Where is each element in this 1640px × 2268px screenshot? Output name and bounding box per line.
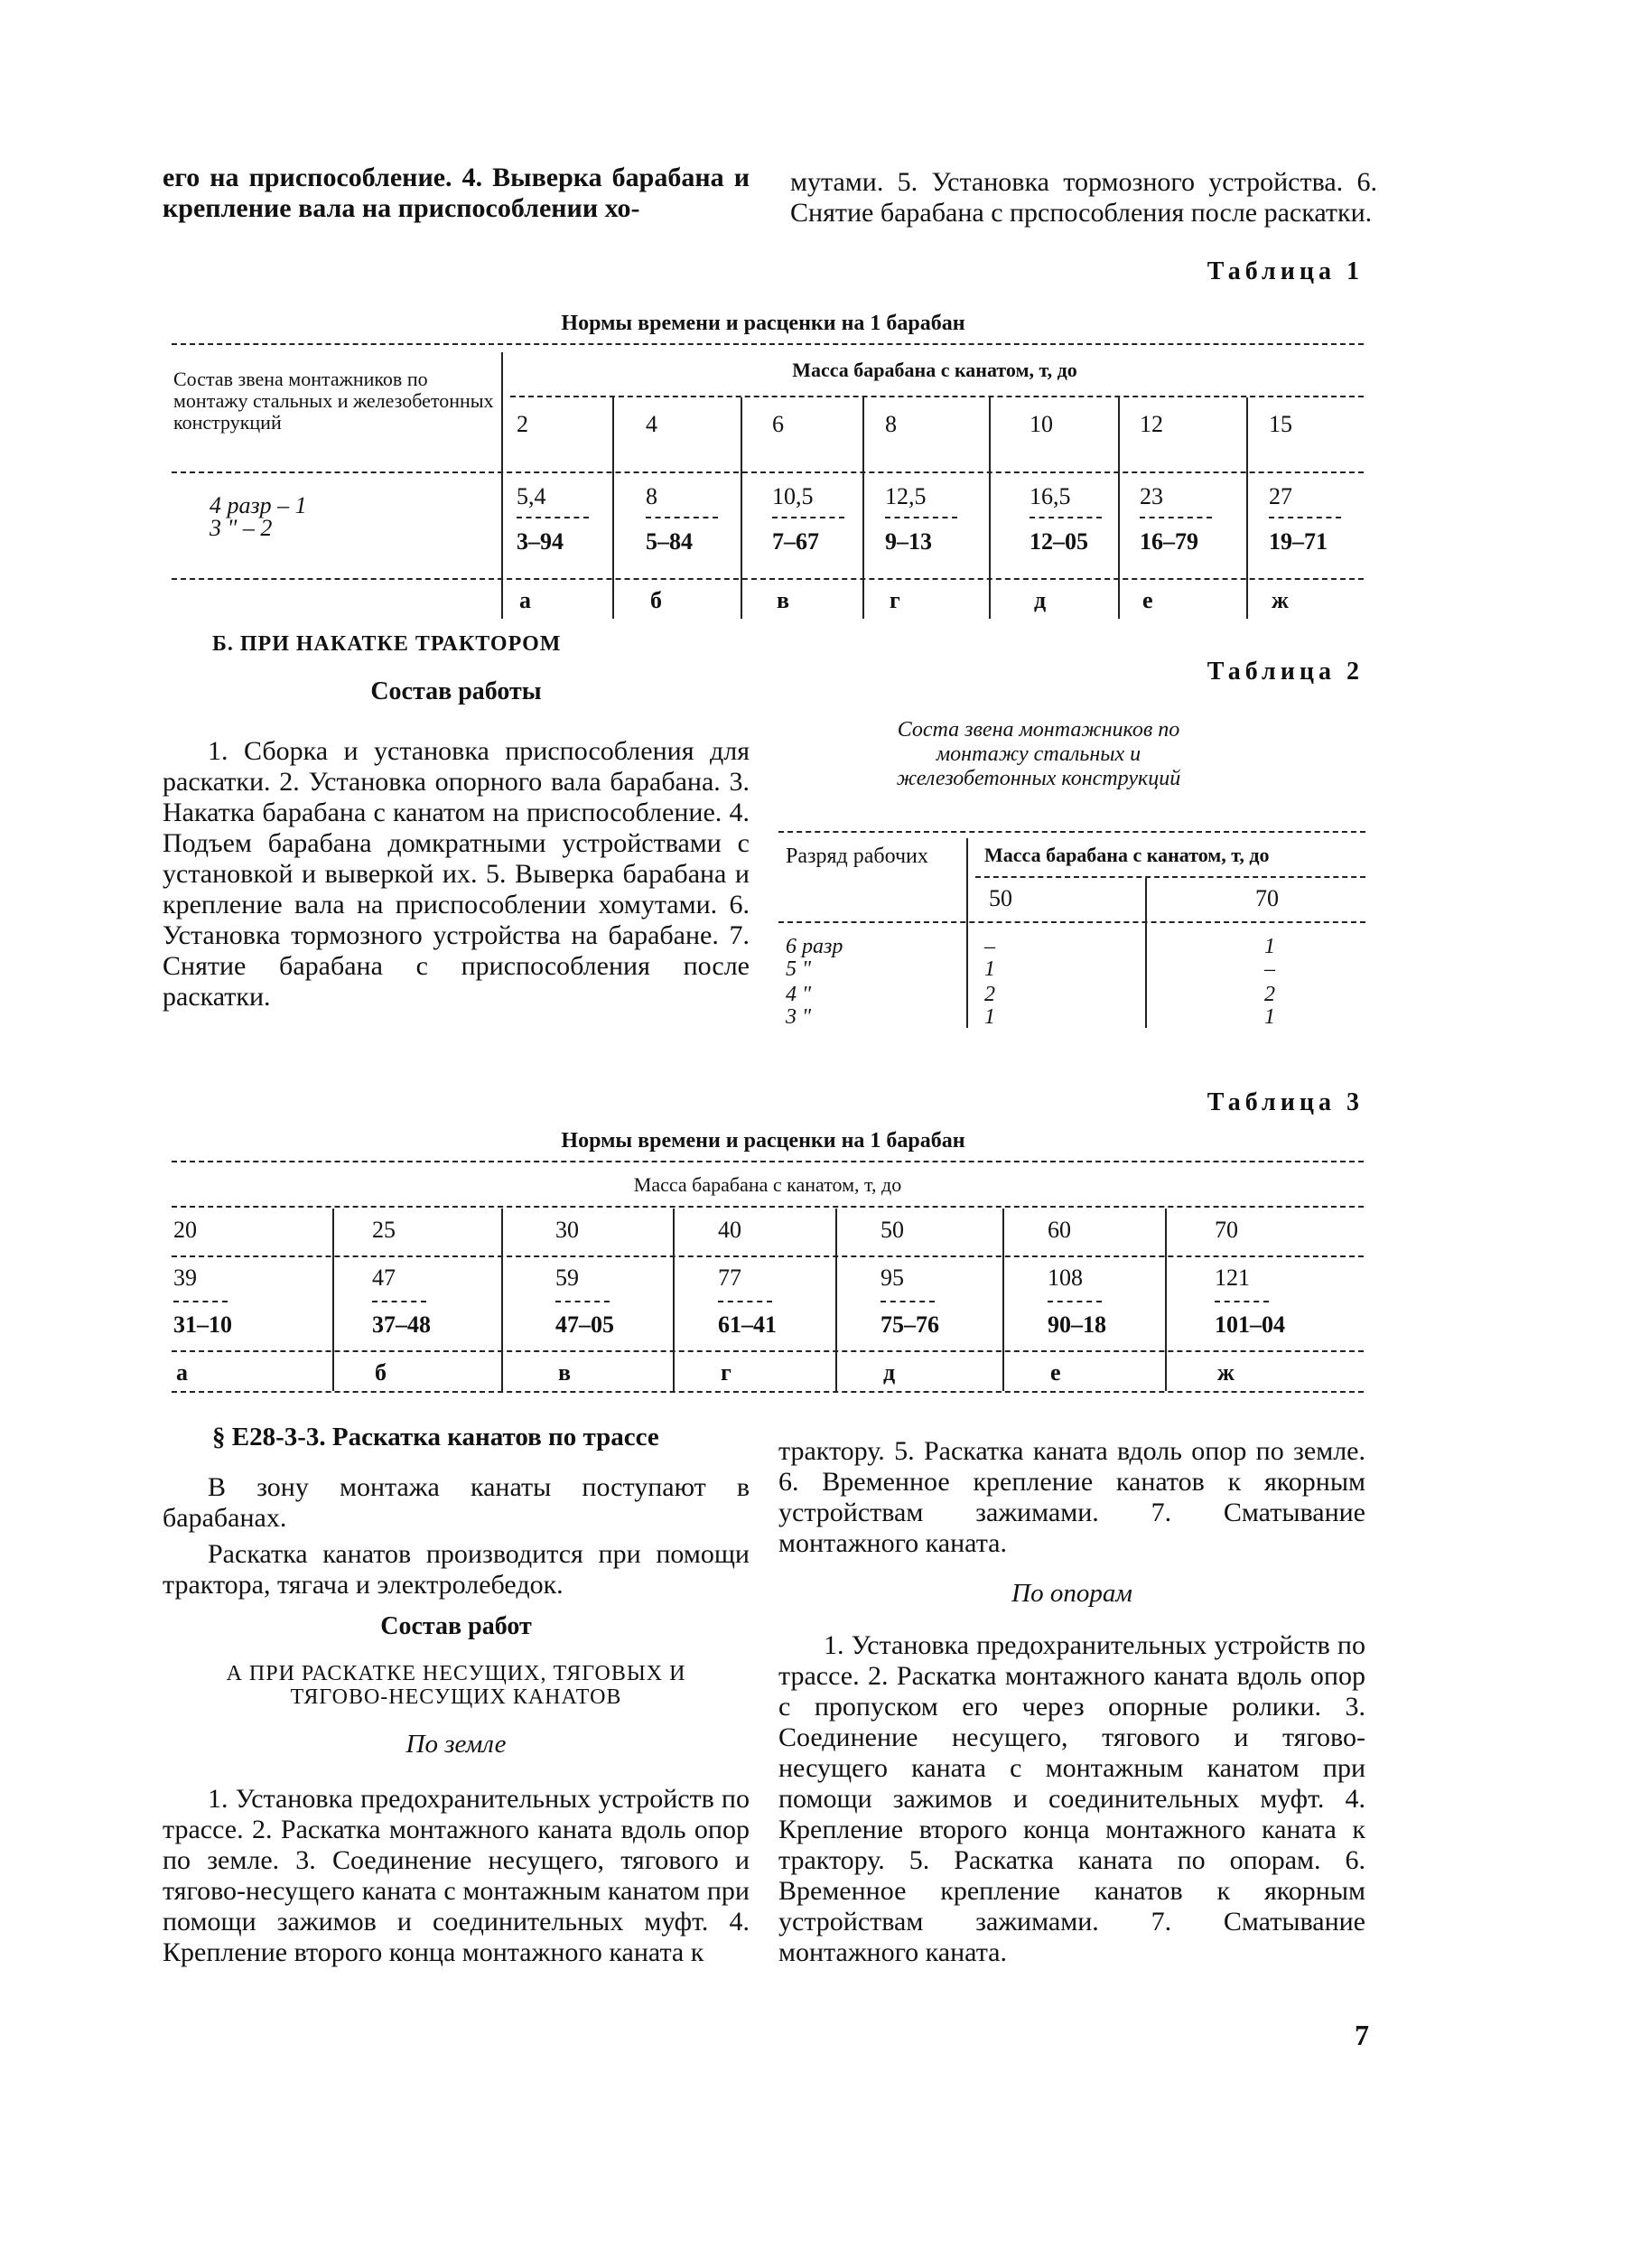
section-subheading: Состав работ: [380, 1612, 532, 1640]
table3-norm-2: 47: [372, 1265, 396, 1291]
table1-rate-3: 7–67: [772, 528, 819, 555]
sectionB-text: 1. Сборка и установка приспособления для раскатки. 2. Установка опорного вала барабана. 3. Накатка барабана с канатом на приспособление. 4. Подъем барабана домкратными устройствами с установкой и выверкой их. 5. Выверка барабана и крепление вала на приспособлении хомутами. 6. Установка тормозного устройства на барабане. 7. Снятие барабана с приспособления после раскатки.: [163, 736, 750, 1012]
table1-norm-4: 12,5: [885, 483, 927, 509]
table1-letter-3: в: [777, 587, 790, 613]
table2-col70-4: 1: [1264, 1005, 1275, 1029]
table2-col50-2: 1: [984, 957, 995, 981]
supports-title: По опорам: [1011, 1579, 1132, 1608]
table3-letter-6: е: [1050, 1359, 1061, 1386]
table1-mass-5: 10: [1030, 411, 1053, 437]
table2-rank-3: 4 ": [786, 983, 812, 1006]
table2-mass-2: 70: [1255, 885, 1279, 911]
table3-rate-7: 101–04: [1215, 1311, 1285, 1338]
table3-letter-4: г: [721, 1359, 731, 1386]
table3-letter-3: в: [558, 1359, 572, 1386]
table1-rate-2: 5–84: [646, 528, 693, 555]
table2-col-header: Масса барабана с канатом, т, до: [984, 844, 1270, 866]
table1-norm-7: 27: [1269, 483, 1292, 509]
top-right-paragraph: мутами. 5. Установка тормозного устройства. 6. Снятие барабана с прспособления после раскатки.: [790, 167, 1377, 228]
table3-letter-7: ж: [1217, 1359, 1235, 1386]
table1-letter-2: б: [650, 587, 662, 613]
table1-mass-7: 15: [1269, 411, 1292, 437]
table1-mass-3: 6: [772, 411, 784, 437]
table2-col50-4: 1: [984, 1005, 995, 1029]
table2-col70-1: 1: [1264, 935, 1275, 958]
table3-rate-5: 75–76: [881, 1311, 939, 1338]
table1-letter-5: д: [1034, 587, 1047, 613]
table1-rate-7: 19–71: [1269, 528, 1328, 555]
table3-mass-1: 20: [173, 1217, 197, 1243]
table1-title: Нормы времени и расценки на 1 барабан: [561, 312, 965, 335]
table3-col-header: Масса барабана с канатом, т, до: [633, 1173, 902, 1196]
table1-rate-4: 9–13: [885, 528, 932, 555]
table3-norm-7: 121: [1215, 1265, 1250, 1291]
table3-norm-4: 77: [718, 1265, 741, 1291]
table3-mass-6: 60: [1048, 1217, 1071, 1243]
table3-letter-5: д: [883, 1359, 896, 1386]
table3-norm-5: 95: [881, 1265, 904, 1291]
table2-rank-4: 3 ": [786, 1005, 812, 1029]
table3-rate-1: 31–10: [173, 1311, 232, 1338]
table1-rate-6: 16–79: [1140, 528, 1198, 555]
table2-col50-1: –: [984, 935, 995, 958]
section-p1: В зону монтажа канаты поступают в барабанах.: [163, 1472, 750, 1533]
table1-norm-6: 23: [1140, 483, 1163, 509]
sectionB-subheading: Состав работы: [370, 677, 542, 705]
table3-mass-7: 70: [1215, 1217, 1238, 1243]
table2-label: Таблица 2: [1207, 658, 1364, 686]
table3-rate-2: 37–48: [372, 1311, 431, 1338]
sectionB-heading: Б. ПРИ НАКАТКЕ ТРАКТОРОМ: [212, 632, 562, 656]
table3-letter-2: б: [375, 1359, 387, 1386]
table3-norm-1: 39: [173, 1265, 197, 1291]
table1-mass-2: 4: [646, 411, 657, 437]
table3-letter-1: а: [176, 1359, 188, 1386]
table2-col50-3: 2: [984, 983, 995, 1006]
table2-caption: Соста звена монтажников по монтажу стальных и железобетонных конструкций: [896, 718, 1181, 790]
table1-col-header: Масса барабана с канатом, т, до: [792, 359, 1077, 381]
table1-mass-6: 12: [1140, 411, 1163, 437]
table3-rate-3: 47–05: [555, 1311, 614, 1338]
table2-rank-1: 6 разр: [786, 935, 843, 958]
page-number: 7: [1355, 2019, 1369, 2051]
table1-norm-5: 16,5: [1030, 483, 1071, 509]
table2-rank-2: 5 ": [786, 957, 812, 981]
table1-mass-1: 2: [517, 411, 528, 437]
ground-text: 1. Установка предохранительных устройств по трассе. 2. Раскатка монтажного каната вдоль опор по земле. 3. Соединение несущего, тягового и тягово-несущего каната с монтажным канатом при помощи зажимов и соединительных муфт. 4. Крепление второго конца монтажного каната к: [163, 1784, 750, 1967]
table3-mass-5: 50: [881, 1217, 904, 1243]
table1-mass-4: 8: [885, 411, 897, 437]
table3-norm-6: 108: [1048, 1265, 1083, 1291]
section-caps-heading: А ПРИ РАСКАТКЕ НЕСУЩИХ, ТЯГОВЫХ И ТЯГОВО-НЕСУЩИХ КАНАТОВ: [226, 1662, 686, 1709]
ground-title: По земле: [405, 1730, 507, 1759]
table3-rate-4: 61–41: [718, 1311, 777, 1338]
table3-mass-3: 30: [555, 1217, 579, 1243]
top-left-paragraph: его на приспособление. 4. Выверка барабана и крепление вала на приспособлении хо-: [163, 163, 750, 223]
table3-norm-3: 59: [555, 1265, 579, 1291]
table2-col70-3: 2: [1264, 983, 1275, 1006]
table1-norm-1: 5,4: [517, 483, 546, 509]
table3-title: Нормы времени и расценки на 1 барабан: [561, 1129, 965, 1153]
table2-row-header: Разряд рабочих: [786, 845, 928, 868]
section-p2: Раскатка канатов производится при помощи трактора, тягача и электролебедок.: [163, 1539, 750, 1600]
table2-mass-1: 50: [989, 885, 1012, 911]
right-continuation: трактору. 5. Раскатка каната вдоль опор по земле. 6. Временное крепление канатов к якорным устройствам зажимами. 7. Сматывание монтажного каната.: [778, 1436, 1365, 1558]
table1-crew-line1: 4 разр – 1: [210, 492, 307, 518]
table3-label: Таблица 3: [1207, 1088, 1364, 1116]
table1-norm-2: 8: [646, 483, 657, 509]
supports-text: 1. Установка предохранительных устройств по трассе. 2. Раскатка монтажного каната вдоль опор с пропуском его через опорные ролики. 3. Соединение несущего, тягового и тягово-несущего каната с монтажным канатом при помощи зажимов и соединительных муфт. 4. Крепление второго конца монтажного каната к трактору. 5. Раскатка каната по опорам. 6. Временное крепление канатов к якорным устройствам зажимами. 7. Сматывание монтажного каната.: [778, 1630, 1365, 1967]
table3-mass-2: 25: [372, 1217, 396, 1243]
table3-rate-6: 90–18: [1048, 1311, 1106, 1338]
table1-row-header: Состав звена монтажников по монтажу стальных и железобетонных конструкций: [173, 368, 494, 434]
table1-crew-line2: 3 " – 2: [210, 515, 273, 541]
table1-letter-1: а: [519, 587, 531, 613]
table1-rate-5: 12–05: [1030, 528, 1088, 555]
table1-letter-7: ж: [1272, 587, 1289, 613]
table3-mass-4: 40: [718, 1217, 741, 1243]
table1-letter-4: г: [890, 587, 900, 613]
table1-letter-6: е: [1142, 587, 1153, 613]
table1-rate-1: 3–94: [517, 528, 564, 555]
section-heading: § Е28-3-3. Раскатка канатов по трассе: [212, 1423, 659, 1451]
table1-norm-3: 10,5: [772, 483, 814, 509]
table2-col70-2: –: [1264, 957, 1275, 981]
table1-label: Таблица 1: [1207, 257, 1364, 285]
